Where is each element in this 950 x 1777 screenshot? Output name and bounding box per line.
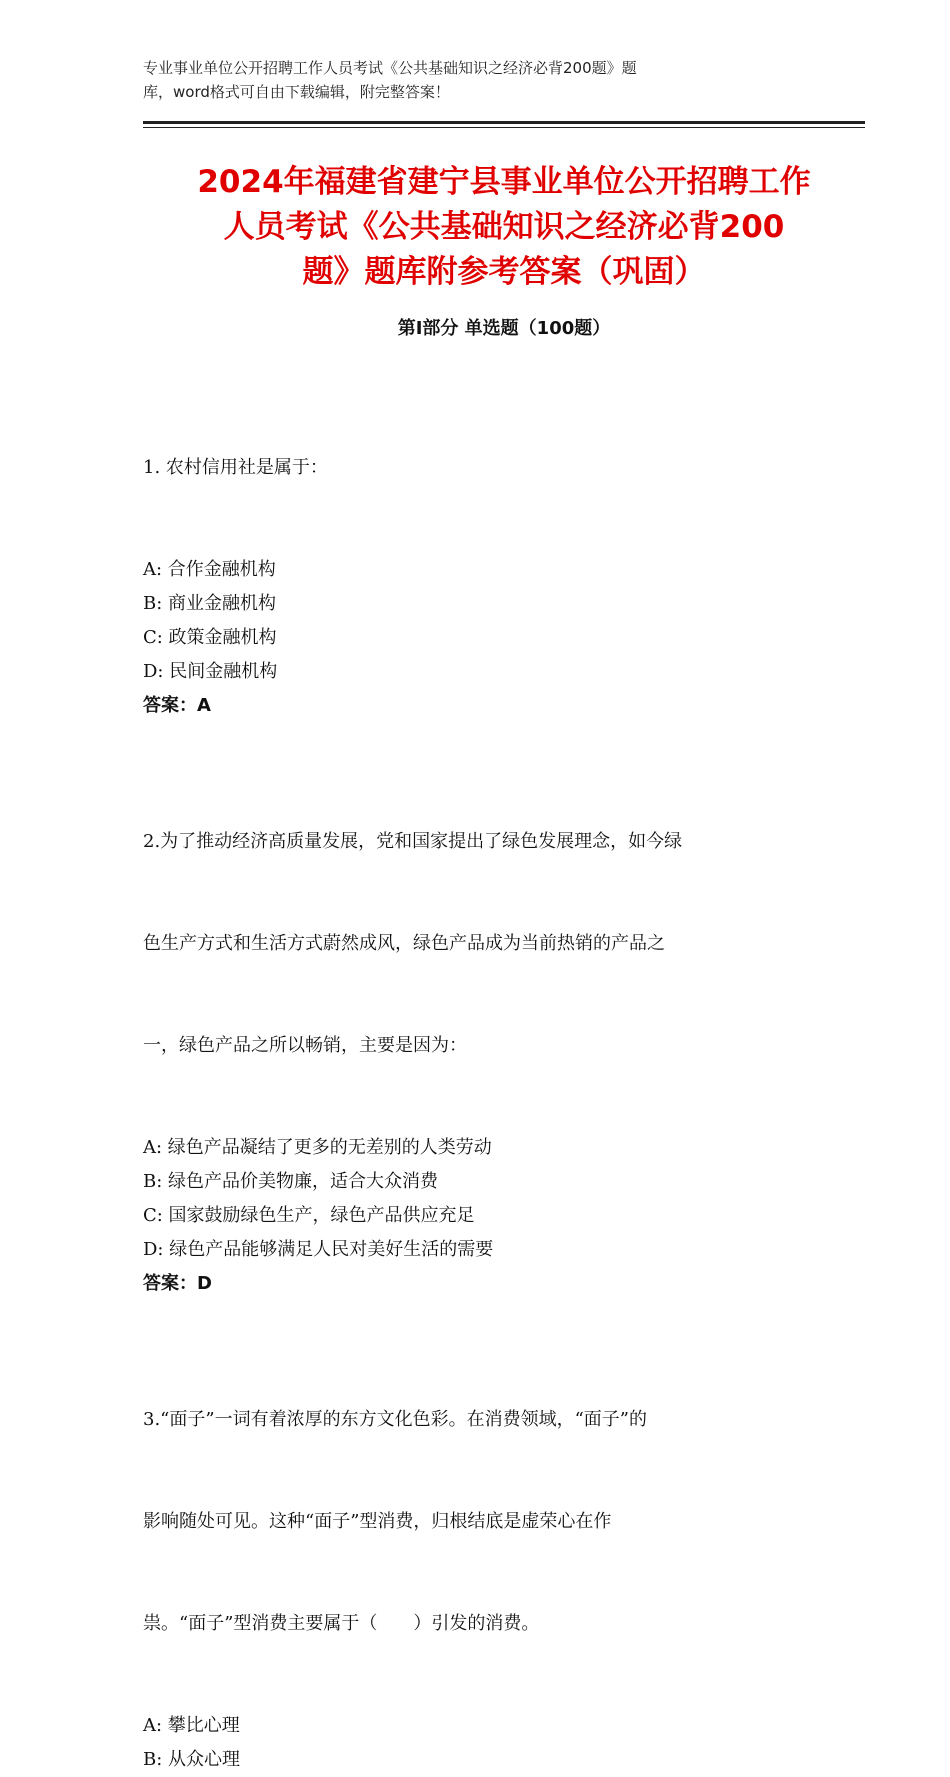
question-stem (143, 383, 803, 553)
question-stem-line: 1. 农村信用社是属于： (143, 457, 328, 478)
header-note-line1: 专业事业单位公开招聘工作人员考试《公共基础知识之经济必背200题》题 (143, 59, 637, 77)
answer-line: 答案：A (143, 695, 211, 716)
option-a: A: 合作金融机构 (143, 559, 276, 580)
option-d: D: 绿色产品能够满足人民对美好生活的需要 (143, 1239, 494, 1260)
question-stem-line: 一，绿色产品之所以畅销，主要是因为： (143, 1035, 467, 1056)
option-c: C: 国家鼓励绿色生产，绿色产品供应充足 (143, 1205, 475, 1226)
header-note-line2: 库，word格式可自由下载编辑，附完整答案！ (143, 83, 450, 101)
question-stem (143, 1335, 803, 1709)
option-b: B: 从众心理 (143, 1749, 241, 1770)
question-list (143, 383, 803, 1777)
question-spacer (143, 723, 803, 757)
option-a: A: 攀比心理 (143, 1715, 240, 1736)
question-2 (143, 757, 803, 1301)
page-title-line1: 2024年福建省建宁县事业单位公开招聘工作 (197, 164, 811, 200)
answer-line: 答案：D (143, 1273, 212, 1294)
question-stem-line: 色生产方式和生活方式蔚然成风，绿色产品成为当前热销的产品之 (143, 933, 665, 954)
question-stem (143, 757, 803, 1131)
option-c: C: 政策金融机构 (143, 627, 277, 648)
page-title-line2: 人员考试《公共基础知识之经济必背200 (223, 209, 785, 245)
question-3 (143, 1335, 803, 1777)
question-stem-line: 祟。“面子”型消费主要属于（ ）引发的消费。 (143, 1613, 540, 1634)
option-b: B: 商业金融机构 (143, 593, 277, 614)
question-stem-line: 3.“面子”一词有着浓厚的东方文化色彩。在消费领域，“面子”的 (143, 1409, 647, 1430)
header-divider-thin (143, 127, 865, 128)
option-a: A: 绿色产品凝结了更多的无差别的人类劳动 (143, 1137, 492, 1158)
question-1 (143, 383, 803, 723)
question-stem-line: 2.为了推动经济高质量发展，党和国家提出了绿色发展理念，如今绿 (143, 831, 683, 852)
header-note (143, 56, 783, 104)
page-title (143, 160, 865, 295)
page-title-line3: 题》题库附参考答案（巩固） (302, 254, 706, 290)
option-d: D: 民间金融机构 (143, 661, 278, 682)
question-spacer (143, 1301, 803, 1335)
option-b: B: 绿色产品价美物廉，适合大众消费 (143, 1171, 439, 1192)
section-title: 第Ⅰ部分 单选题（100题） (397, 318, 611, 339)
question-stem-line: 影响随处可见。这种“面子”型消费，归根结底是虚荣心在作 (143, 1511, 612, 1532)
header-divider-thick (143, 121, 865, 124)
